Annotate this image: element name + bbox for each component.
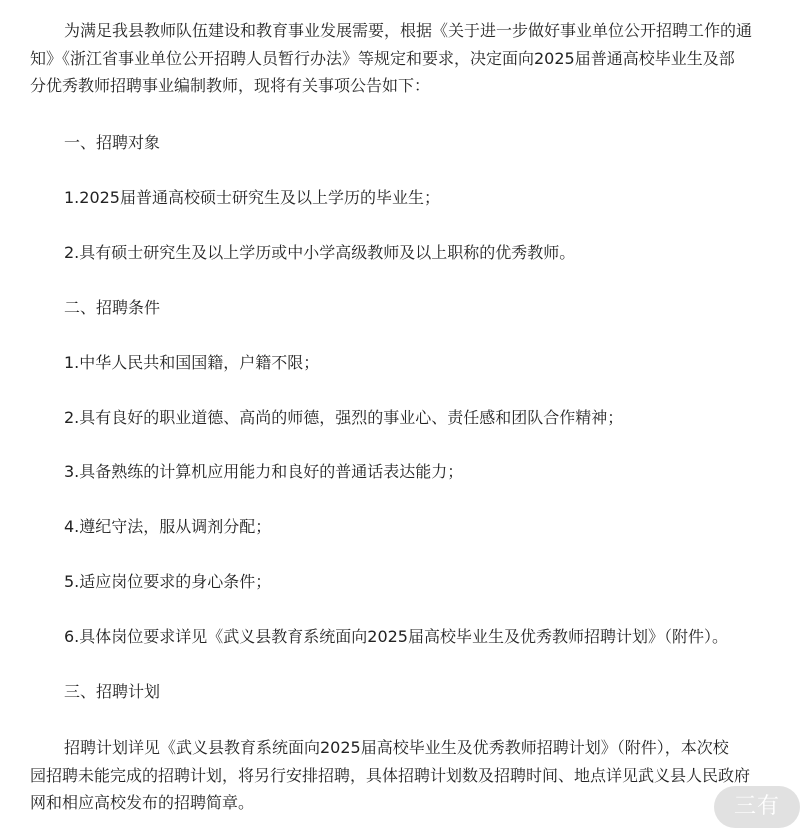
section2-item: 3.具备熟练的计算机应用能力和良好的普通话表达能力； — [64, 462, 464, 481]
section2-item: 4.遵纪守法，服从调剂分配； — [64, 517, 272, 536]
section1-item: 1.2025届普通高校硕士研究生及以上学历的毕业生； — [64, 188, 440, 207]
intro-paragraph — [30, 17, 752, 100]
watermark-logo: 三有 — [714, 786, 800, 828]
section2-item: 2.具有良好的职业道德、高尚的师德，强烈的事业心、责任感和团队合作精神； — [64, 408, 624, 427]
section-heading-recruitment-plan: 三、招聘计划 — [64, 682, 161, 701]
section2-item: 1.中华人民共和国国籍，户籍不限； — [64, 353, 320, 372]
section1-item: 2.具有硕士研究生及以上学历或中小学高级教师及以上职称的优秀教师。 — [64, 243, 576, 262]
section-heading-recruitment-targets: 一、招聘对象 — [64, 133, 161, 152]
section3-line: 网和相应高校发布的招聘简章。 — [30, 793, 255, 812]
section3-paragraph — [30, 734, 750, 817]
section3-line: 招聘计划详见《武义县教育系统面向2025届高校毕业生及优秀教师招聘计划》（附件），本次校 — [64, 738, 729, 757]
intro-line: 为满足我县教师队伍建设和教育事业发展需要，根据《关于进一步做好事业单位公开招聘工作的通 — [64, 21, 753, 40]
section2-item: 5.适应岗位要求的身心条件； — [64, 572, 272, 591]
section3-line: 园招聘未能完成的招聘计划，将另行安排招聘，具体招聘计划数及招聘时间、地点详见武义县人民政府 — [30, 765, 751, 785]
intro-line: 知》《浙江省事业单位公开招聘人员暂行办法》等规定和要求，决定面向2025届普通高校毕业生及部 — [30, 48, 735, 68]
intro-line: 分优秀教师招聘事业编制教师，现将有关事项公告如下： — [30, 76, 431, 95]
section2-item: 6.具体岗位要求详见《武义县教育系统面向2025届高校毕业生及优秀教师招聘计划》（附件）。 — [64, 627, 728, 646]
section-heading-recruitment-conditions: 二、招聘条件 — [64, 298, 161, 317]
